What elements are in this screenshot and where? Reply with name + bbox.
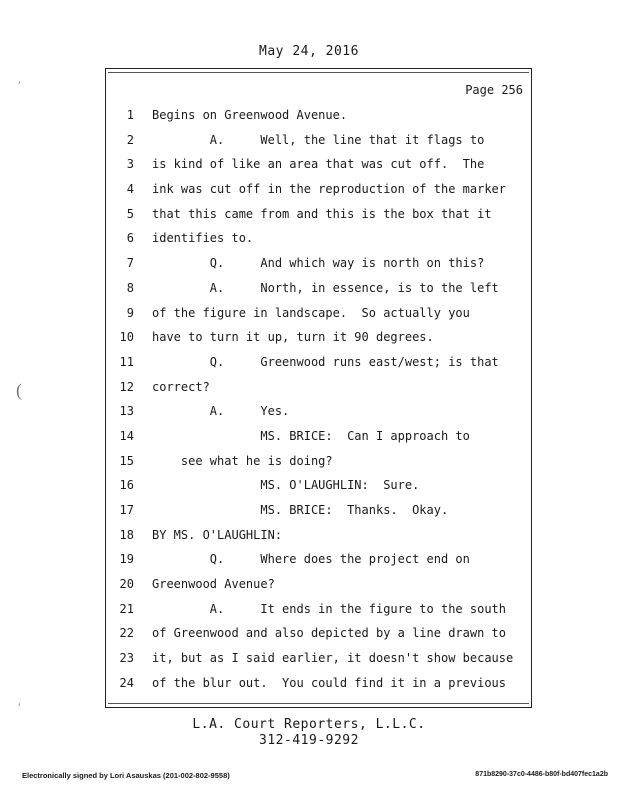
transcript-line [106,252,531,277]
line-number: 8 [126,280,134,295]
transcript-line [106,153,531,178]
line-number: 2 [126,132,134,147]
transcript-line [106,425,531,450]
line-number: 19 [119,552,134,567]
line-text: identifies to. [152,231,254,246]
line-number: 9 [126,305,134,320]
transcript-page [105,68,532,708]
transcript-line [106,302,531,327]
transcript-line [106,326,531,351]
line-text: MS. BRICE: Thanks. Okay. [152,503,449,517]
transcript-line [106,647,531,672]
line-text: that this came from and this is the box that it [152,206,492,221]
line-text: A. Well, the line that it flags to [152,132,485,147]
line-text: MS. O'LAUGHLIN: Sure. [152,478,420,493]
transcript-line [106,376,531,401]
court-reporter-name: L.A. Court Reporters, L.L.C. [192,717,426,732]
line-text: have to turn it up, turn it 90 degrees. [152,330,434,345]
line-text: it, but as I said earlier, it doesn't show because [152,651,514,666]
transcript-line [106,277,531,302]
transcript-lines [106,104,531,697]
line-number: 15 [119,453,134,468]
transcript-line [106,499,531,524]
line-text: A. It ends in the figure to the south [152,601,507,616]
transcript-line [106,524,531,549]
electronic-signature-note: Electronically signed by Lori Asauskas (201-002-802-9558) [22,771,230,780]
line-text: MS. BRICE: Can I approach to [152,428,470,443]
line-number: 20 [119,577,134,592]
transcript-line [106,104,531,129]
transcript-line [106,598,531,623]
line-number: 1 [126,108,134,122]
transcript-line [106,474,531,499]
line-text: of the figure in landscape. So actually you [152,305,470,320]
line-text: correct? [152,379,210,394]
transcript-line [106,622,531,647]
line-number: 7 [126,256,134,271]
line-number: 18 [119,527,134,542]
line-number: 10 [119,330,134,345]
transcript-line [106,178,531,203]
binder-hole-mark: ( [16,380,22,400]
line-number: 4 [126,182,134,197]
deposition-date: May 24, 2016 [259,44,359,59]
transcript-line [106,203,531,228]
line-number: 11 [119,354,134,369]
line-number: 17 [119,503,134,517]
transcript-line [106,573,531,598]
transcript-line [106,129,531,154]
transcript-line [106,351,531,376]
transcript-line [106,450,531,475]
line-text: A. Yes. [152,404,290,419]
transcript-line [106,548,531,573]
line-number: 22 [119,626,134,641]
line-number: 24 [119,675,134,690]
transcript-line [106,227,531,252]
page-number: Page 256 [465,83,523,97]
line-number: 5 [126,206,134,221]
line-number: 12 [119,379,134,394]
transcript-line [106,400,531,425]
line-number: 6 [126,231,134,246]
line-text: Q. And which way is north on this? [152,256,485,271]
line-text: Greenwood Avenue? [152,577,275,592]
line-text: A. North, in essence, is to the left [152,280,499,295]
line-text: is kind of like an area that was cut off. The [152,157,485,172]
line-number: 14 [119,428,134,443]
line-number: 23 [119,651,134,666]
margin-mark: ′ [18,700,21,714]
margin-mark: ′ [18,78,21,92]
transcript-line [106,672,531,697]
line-text: see what he is doing? [152,453,333,468]
line-text: ink was cut off in the reproduction of the marker [152,182,507,197]
line-number: 13 [119,404,134,419]
document-id: 871b8290-37c0-4486-b80f-bd407fec1a2b [475,771,608,778]
court-reporter-phone: 312-419-9292 [259,733,359,748]
line-number: 3 [126,157,134,172]
line-text: Begins on Greenwood Avenue. [152,108,348,122]
line-text: Q. Greenwood runs east/west; is that [152,354,499,369]
line-text: BY MS. O'LAUGHLIN: [152,527,283,542]
line-text: of the blur out. You could find it in a previous [152,675,507,690]
line-text: Q. Where does the project end on [152,552,470,567]
line-text: of Greenwood and also depicted by a line drawn to [152,626,507,641]
line-number: 21 [119,601,134,616]
line-number: 16 [119,478,134,493]
